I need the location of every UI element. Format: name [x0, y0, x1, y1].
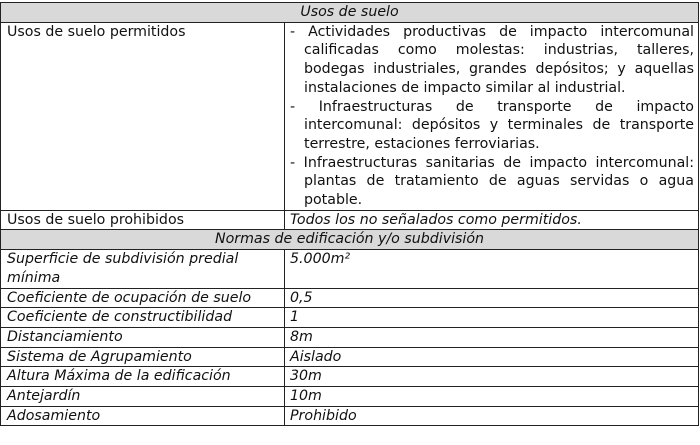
norm-label: Adosamiento	[1, 406, 285, 426]
uses-header-row	[1, 3, 699, 23]
norms-header-row	[1, 230, 699, 250]
allowed-use-item: - Infraestructuras sanitarias de impacto intercomunal: plantas de tratamiento de aguas servidas o agua potable.	[290, 154, 694, 210]
land-use-table	[0, 2, 699, 426]
norm-row	[1, 308, 699, 328]
norm-value: 1	[285, 308, 699, 328]
norm-label: Coeficiente de ocupación de suelo	[1, 288, 285, 308]
norm-label: Distanciamiento	[1, 327, 285, 347]
norm-row	[1, 387, 699, 407]
norm-row	[1, 288, 699, 308]
prohibited-uses-row	[1, 210, 699, 230]
norms-header: Normas de edificación y/o subdivisión	[1, 230, 699, 250]
prohibited-uses-label: Usos de suelo prohibidos	[1, 210, 285, 230]
norm-label: Sistema de Agrupamiento	[1, 347, 285, 367]
prohibited-uses-value: Todos los no señalados como permitidos.	[285, 210, 699, 230]
norm-label: Antejardín	[1, 387, 285, 407]
allowed-use-item: - Infraestructuras de transporte de impacto intercomunal: depósitos y terminales de transporte terrestre, estaciones ferroviarias.	[290, 98, 694, 154]
uses-header: Usos de suelo	[1, 3, 699, 23]
norm-value: 5.000m²	[285, 250, 699, 288]
norm-row	[1, 406, 699, 426]
norm-row	[1, 250, 699, 288]
allowed-uses-list	[290, 23, 694, 210]
allowed-uses-label: Usos de suelo permitidos	[1, 22, 285, 210]
norm-row	[1, 367, 699, 387]
norm-row	[1, 347, 699, 367]
norm-row	[1, 327, 699, 347]
norm-value: 0,5	[285, 288, 699, 308]
norm-value: Prohibido	[285, 406, 699, 426]
norm-value: Aislado	[285, 347, 699, 367]
norm-label: Altura Máxima de la edificación	[1, 367, 285, 387]
norm-value: 30m	[285, 367, 699, 387]
norm-value: 8m	[285, 327, 699, 347]
allowed-uses-row	[1, 22, 699, 210]
norm-label: Superficie de subdivisión predial mínima	[1, 250, 285, 288]
norm-value: 10m	[285, 387, 699, 407]
allowed-use-item: - Actividades productivas de impacto intercomunal calificadas como molestas: industrias, talleres, bodegas industriales, grandes depósitos; y aquellas instalaciones de impacto similar al industrial.	[290, 23, 694, 98]
norm-label: Coeficiente de constructibilidad	[1, 308, 285, 328]
allowed-uses-cell	[285, 22, 699, 210]
